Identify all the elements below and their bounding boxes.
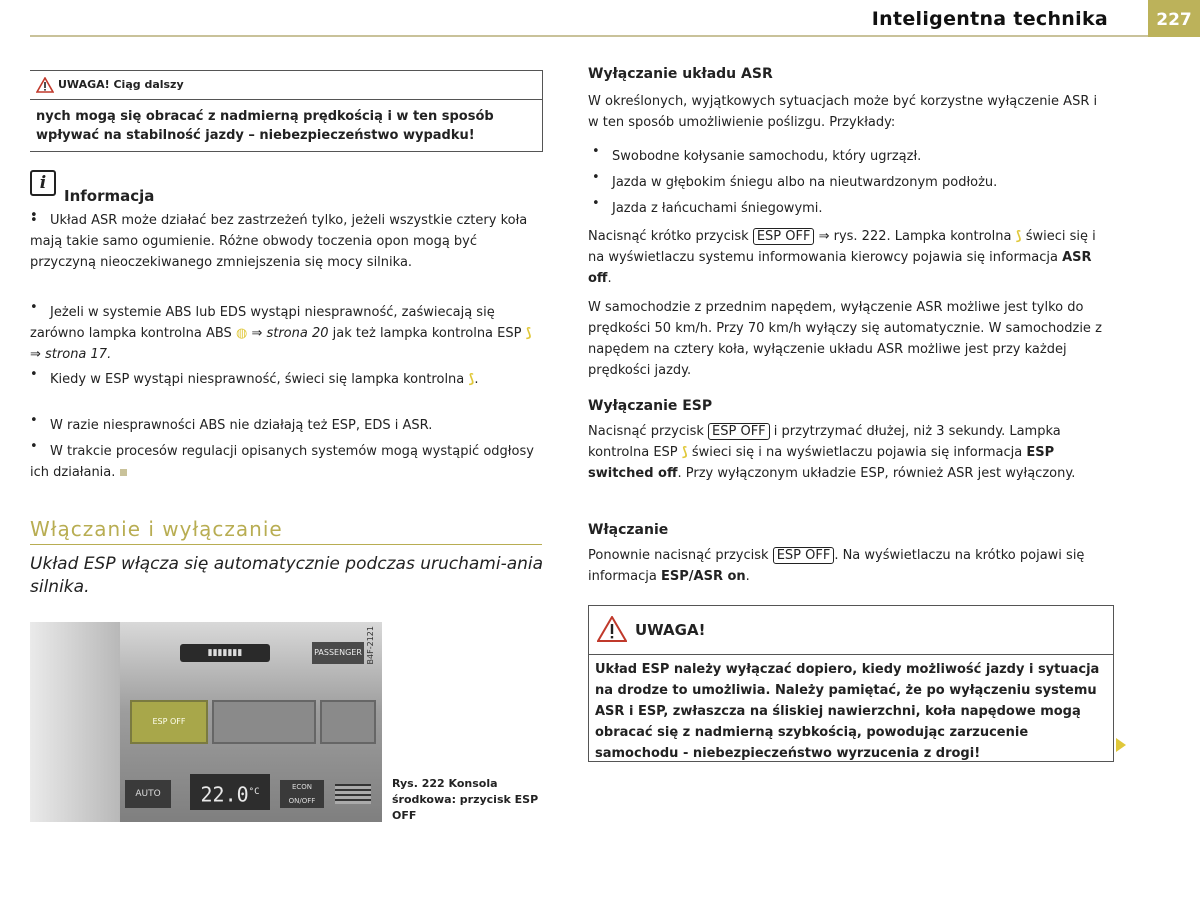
display-message: ASR off <box>588 250 1092 286</box>
text: Nacisnąć krótko przycisk <box>588 229 749 244</box>
bullet-icon: • <box>30 439 38 454</box>
heading-esp-on: Włączanie <box>588 522 669 538</box>
warning-header <box>30 71 542 100</box>
paragraph: Nacisnąć krótko przycisk ESP OFF ⇒ rys. 222. Lampka kontrolna ⟆ świeci się i na wyświetlaczu systemu informowania kierowcy pojawia się informacja ASR off. <box>588 229 1096 286</box>
auto-button[interactable]: AUTO <box>125 780 171 808</box>
bullet-icon: • <box>30 208 38 223</box>
paragraph: W samochodzie z przednim napędem, wyłączenie ASR możliwe jest tylko do prędkości 50 km/h. Przy 70 km/h wyłączy się automatycznie. W samochodzie z napędem na cztery koła, wyłączenie układu ASR możliwe jest przy każdej prędkości jazdy. <box>588 300 1102 378</box>
bullet-icon: • <box>592 170 600 185</box>
bullet-icon: • <box>592 144 600 159</box>
info-item-text: Kiedy w ESP wystąpi niesprawność, świeci się lampka kontrolna <box>50 372 465 387</box>
esp-off-key: ESP OFF <box>773 547 835 564</box>
console-button[interactable] <box>212 700 316 744</box>
esp-off-button[interactable]: ESP OFF <box>130 700 208 744</box>
warning-label: UWAGA! <box>635 621 706 639</box>
figure-caption: Rys. 222 Konsola środkowa: przycisk ESP OFF <box>392 777 539 822</box>
paragraph: W określonych, wyjątkowych sytuacjach może być korzystne wyłączenie ASR i w ten sposób umożliwienie poślizgu. Przykłady: <box>588 94 1098 130</box>
info-item-text: jak też lampka kontrolna ESP <box>332 326 522 341</box>
text: ⇒ rys. 222. Lampka kontrolna <box>818 229 1012 244</box>
text: . Przy wyłączonym układzie ESP, również ASR jest wyłączony. <box>677 466 1076 481</box>
info-item <box>30 441 540 483</box>
bullet-icon: • <box>592 196 600 211</box>
warning-triangle-icon <box>36 77 54 93</box>
indicator-bar: ▮▮▮▮▮▮▮ <box>180 644 270 662</box>
info-item-text: W trakcie procesów regulacji opisanych systemów mogą wystąpić odgłosy ich działania. <box>30 444 534 480</box>
section-intro: Układ ESP włącza się automatycznie podczas uruchami-ania silnika. <box>30 554 544 597</box>
header-rule <box>30 35 1150 37</box>
list-item: Jazda w głębokim śniegu albo na nieutwardzonym podłożu. <box>612 175 998 190</box>
esp-lamp-icon: ⟆ <box>468 372 475 387</box>
info-item <box>30 302 540 365</box>
text: Nacisnąć przycisk <box>588 424 704 439</box>
esp-off-key: ESP OFF <box>708 423 770 440</box>
list-item: Jazda z łańcuchami śniegowymi. <box>612 201 823 216</box>
end-marker-icon <box>120 469 127 476</box>
bullet-icon: • <box>30 300 38 315</box>
bullet-icon: • <box>30 367 38 382</box>
section-title: Włączanie i wyłączanie <box>30 517 283 541</box>
warning-triangle-icon <box>597 616 627 642</box>
text: Ponownie nacisnąć przycisk <box>588 548 769 563</box>
page-number: 227 <box>1148 0 1200 37</box>
text: świeci się i na wyświetlaczu systemu informowania kierowcy pojawia się informacja <box>588 229 1096 265</box>
chapter-title: Inteligentna technika <box>871 8 1108 30</box>
esp-lamp-icon: ⟆ <box>681 445 688 460</box>
temperature-display <box>190 774 270 810</box>
warning-continued-box <box>30 70 543 152</box>
temperature-unit: °C <box>248 787 260 797</box>
bullet-icon: • <box>30 413 38 428</box>
page-ref: ⇒ strona 20 <box>251 326 329 341</box>
esp-off-key: ESP OFF <box>753 228 815 245</box>
info-item-text: W razie niesprawności ABS nie działają też ESP, EDS i ASR. <box>50 418 433 433</box>
passenger-button[interactable]: PASSENGER <box>312 642 364 664</box>
display-message: ESP switched off <box>588 445 1055 481</box>
page-ref: ⇒ strona 17. <box>30 347 112 362</box>
info-title: Informacja <box>64 187 155 205</box>
vent-icon <box>335 784 371 804</box>
continue-arrow-icon <box>1116 738 1126 752</box>
info-item <box>30 210 540 273</box>
section-rule <box>30 544 542 545</box>
figure-code: B4F-2121 <box>366 626 375 665</box>
warning-label: UWAGA! Ciąg dalszy <box>58 78 184 91</box>
info-item <box>30 415 540 436</box>
esp-lamp-icon: ⟆ <box>1015 229 1022 244</box>
temperature-value: 22.0 <box>200 782 249 807</box>
info-item-text: Układ ASR może działać bez zastrzeżeń tylko, jeżeli wszystkie cztery koła mają takie samo ogumienie. Różne obwody toczenia opon mogą być przyczyną nieoczekiwanego zmniejszenia się mocy silnika. <box>30 213 528 270</box>
info-icon: i <box>30 170 56 196</box>
abs-lamp-icon: ◍ <box>235 326 248 341</box>
paragraph: Ponownie nacisnąć przycisk ESP OFF . Na wyświetlaczu na krótko pojawi się informacja ESP/ASR on. <box>588 548 1085 584</box>
text: . Na wyświetlaczu na krótko pojawi się informacja <box>588 548 1085 584</box>
warning-text: Układ ESP należy wyłączać dopiero, kiedy możliwość jazdy i sytuacja na drodze to umożliwia. Należy pamiętać, że po wyłączeniu systemu ASR i ESP, zwłaszcza na śliskiej nawierzchni, koła napędowe mogą obracać się z nadmierną szybkością, powodując zarzucenie samochodu - niebezpieczeństwo wyrzucenia z drogi! <box>595 662 1100 761</box>
console-photo <box>30 622 382 822</box>
console-button[interactable] <box>320 700 376 744</box>
esp-lamp-icon: ⟆ <box>525 326 532 341</box>
econ-button[interactable]: ECON ON/OFF <box>280 780 324 808</box>
list-item: Swobodne kołysanie samochodu, który ugrzązł. <box>612 149 922 164</box>
paragraph <box>588 421 1108 484</box>
info-item-text: Jeżeli w systemie ABS lub EDS wystąpi niesprawność, zaświecają się zarówno lampka kontrolna ABS <box>30 305 495 341</box>
heading-esp-off: Wyłączanie ESP <box>588 398 713 414</box>
warning-header <box>589 606 1113 655</box>
display-message: ESP/ASR on <box>661 569 746 584</box>
text: świeci się i na wyświetlaczu pojawia się informacja <box>691 445 1023 460</box>
heading-asr-off: Wyłączanie układu ASR <box>588 66 773 82</box>
text: i przytrzymać dłużej, niż 3 sekundy. Lampka kontrolna ESP <box>588 424 1061 460</box>
warning-box <box>588 605 1114 762</box>
warning-text: nych mogą się obracać z nadmierną prędkością i w ten sposób wpływać na stabilność jazdy – niebezpieczeństwo wypadku! <box>36 109 494 143</box>
info-item: Kiedy w ESP wystąpi niesprawność, świeci się lampka kontrolna ⟆. <box>50 372 479 387</box>
